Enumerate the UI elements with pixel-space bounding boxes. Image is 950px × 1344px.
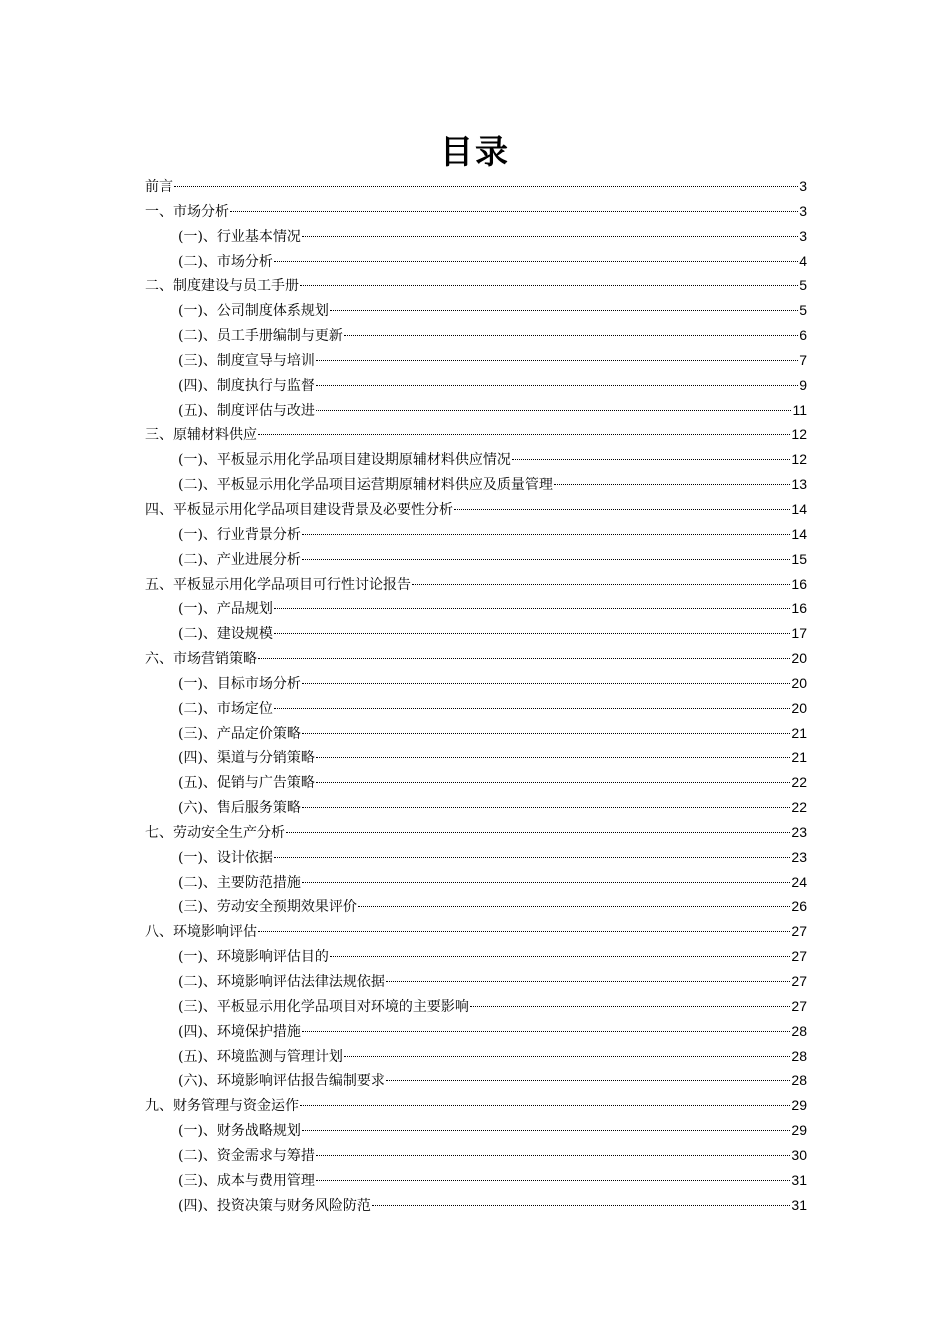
toc-entry[interactable] bbox=[145, 522, 807, 547]
toc-entry-page-number: 14 bbox=[791, 525, 807, 542]
toc-entry-label: (四)、制度执行与监督 bbox=[178, 377, 315, 394]
toc-entry-page-number: 17 bbox=[791, 625, 807, 642]
toc-entry-label: 五、平板显示用化学品项目可行性讨论报告 bbox=[145, 576, 411, 593]
toc-entry-page-number: 31 bbox=[791, 1171, 807, 1188]
toc-entry[interactable] bbox=[145, 894, 807, 919]
toc-entry-page-number: 3 bbox=[799, 202, 807, 219]
toc-entry-label: (二)、主要防范措施 bbox=[178, 874, 301, 891]
toc-entry-page-number: 27 bbox=[791, 923, 807, 940]
toc-entry-label: (二)、资金需求与筹措 bbox=[178, 1147, 315, 1164]
toc-entry[interactable] bbox=[145, 1019, 807, 1044]
dot-leader bbox=[174, 185, 798, 187]
toc-entry[interactable] bbox=[145, 770, 807, 795]
toc-entry-label: 九、财务管理与资金运作 bbox=[145, 1098, 299, 1115]
toc-entry-label: (二)、建设规模 bbox=[178, 626, 273, 643]
toc-entry[interactable] bbox=[145, 273, 807, 298]
toc-entry-page-number: 30 bbox=[791, 1146, 807, 1163]
toc-entry[interactable] bbox=[145, 547, 807, 572]
dot-leader bbox=[412, 583, 790, 585]
dot-leader bbox=[274, 260, 798, 262]
toc-entry-label: (五)、制度评估与改进 bbox=[178, 402, 315, 419]
dot-leader bbox=[386, 1079, 790, 1081]
dot-leader bbox=[316, 781, 790, 783]
dot-leader bbox=[344, 1055, 790, 1057]
toc-entry-page-number: 20 bbox=[791, 650, 807, 667]
toc-entry[interactable] bbox=[145, 646, 807, 671]
dot-leader bbox=[470, 1005, 790, 1007]
toc-entry[interactable] bbox=[145, 1168, 807, 1193]
dot-leader bbox=[274, 707, 790, 709]
toc-entry-label: 三、原辅材料供应 bbox=[145, 427, 257, 444]
toc-entry[interactable] bbox=[145, 199, 807, 224]
toc-entry-label: (二)、平板显示用化学品项目运营期原辅材料供应及质量管理 bbox=[178, 477, 553, 494]
dot-leader bbox=[302, 1129, 790, 1131]
toc-entry-label: (二)、产业进展分析 bbox=[178, 551, 301, 568]
toc-entry-label: (一)、设计依据 bbox=[178, 849, 273, 866]
toc-entry[interactable] bbox=[145, 994, 807, 1019]
dot-leader bbox=[286, 831, 790, 833]
toc-entry[interactable] bbox=[145, 696, 807, 721]
toc-entry-label: (一)、产品规划 bbox=[178, 601, 273, 618]
toc-entry-label: 六、市场营销策略 bbox=[145, 651, 257, 668]
toc-entry[interactable] bbox=[145, 348, 807, 373]
dot-leader bbox=[316, 756, 790, 758]
toc-entry[interactable] bbox=[145, 422, 807, 447]
toc-entry[interactable] bbox=[145, 845, 807, 870]
toc-entry[interactable] bbox=[145, 373, 807, 398]
toc-entry-label: (一)、行业基本情况 bbox=[178, 228, 301, 245]
toc-entry-page-number: 21 bbox=[791, 724, 807, 741]
dot-leader bbox=[302, 732, 790, 734]
toc-entry-page-number: 24 bbox=[791, 873, 807, 890]
toc-entry-page-number: 23 bbox=[791, 848, 807, 865]
toc-entry[interactable] bbox=[145, 447, 807, 472]
toc-entry-label: (二)、环境影响评估法律法规依据 bbox=[178, 974, 385, 990]
toc-entry-page-number: 28 bbox=[791, 1022, 807, 1039]
toc-entry-label: (三)、劳动安全预期效果评价 bbox=[178, 899, 357, 916]
toc-entry[interactable] bbox=[145, 969, 807, 994]
toc-entry-page-number: 27 bbox=[791, 948, 807, 965]
dot-leader bbox=[316, 359, 798, 361]
toc-entry[interactable] bbox=[145, 1068, 807, 1093]
dot-leader bbox=[316, 384, 798, 386]
toc-entry-page-number: 29 bbox=[791, 1122, 807, 1139]
toc-entry-label: 一、市场分析 bbox=[145, 203, 229, 220]
toc-entry-page-number: 26 bbox=[791, 898, 807, 915]
toc-entry-label: (一)、公司制度体系规划 bbox=[178, 303, 329, 320]
toc-entry-page-number: 12 bbox=[791, 426, 807, 443]
dot-leader bbox=[302, 1030, 790, 1032]
dot-leader bbox=[230, 210, 798, 212]
toc-entry[interactable] bbox=[145, 472, 807, 497]
toc-entry[interactable] bbox=[145, 745, 807, 770]
dot-leader bbox=[302, 558, 790, 560]
toc-entry[interactable] bbox=[145, 1143, 807, 1168]
toc-entry[interactable] bbox=[145, 323, 807, 348]
dot-leader bbox=[274, 632, 790, 634]
toc-entry-label: 前言 bbox=[145, 179, 173, 195]
toc-entry[interactable] bbox=[145, 795, 807, 820]
dot-leader bbox=[554, 483, 790, 485]
toc-entry-label: (三)、平板显示用化学品项目对环境的主要影响 bbox=[178, 998, 469, 1015]
toc-entry-page-number: 27 bbox=[791, 973, 807, 989]
dot-leader bbox=[330, 955, 790, 957]
dot-leader bbox=[302, 682, 790, 684]
toc-entry[interactable] bbox=[145, 1193, 807, 1218]
toc-entry-page-number: 3 bbox=[799, 178, 807, 194]
toc-entry-page-number: 28 bbox=[791, 1072, 807, 1089]
toc-entry-label: (一)、行业背景分析 bbox=[178, 526, 301, 543]
toc-entry-page-number: 20 bbox=[791, 699, 807, 716]
toc-entry[interactable] bbox=[145, 497, 807, 522]
toc-entry-label: 二、制度建设与员工手册 bbox=[145, 278, 299, 295]
dot-leader bbox=[300, 1104, 790, 1106]
dot-leader bbox=[316, 1154, 790, 1156]
toc-entry[interactable] bbox=[145, 298, 807, 323]
dot-leader bbox=[258, 930, 790, 932]
toc-entry-page-number: 12 bbox=[791, 451, 807, 468]
toc-entry[interactable] bbox=[145, 249, 807, 274]
toc-entry-label: (三)、制度宣导与培训 bbox=[178, 352, 315, 369]
toc-entry[interactable] bbox=[145, 398, 807, 423]
dot-leader bbox=[316, 1179, 790, 1181]
toc-entry-page-number: 5 bbox=[799, 277, 807, 294]
toc-entry-label: (四)、环境保护措施 bbox=[178, 1023, 301, 1040]
toc-entry-page-number: 5 bbox=[799, 302, 807, 319]
toc-entry[interactable] bbox=[145, 1093, 807, 1118]
toc-entry-page-number: 21 bbox=[791, 749, 807, 766]
toc-entry-label: (二)、市场定位 bbox=[178, 700, 273, 717]
toc-entry-label: (一)、平板显示用化学品项目建设期原辅材料供应情况 bbox=[178, 452, 511, 469]
toc-entry-label: (三)、成本与费用管理 bbox=[178, 1172, 315, 1189]
toc-entry-label: (五)、环境监测与管理计划 bbox=[178, 1048, 343, 1065]
toc-entry-label: (二)、员工手册编制与更新 bbox=[178, 328, 343, 345]
toc-entry[interactable] bbox=[145, 870, 807, 895]
toc-entry-page-number: 15 bbox=[791, 550, 807, 567]
toc-entry[interactable] bbox=[145, 224, 807, 249]
toc-entry[interactable] bbox=[145, 1118, 807, 1143]
toc-entry[interactable] bbox=[145, 820, 807, 845]
dot-leader bbox=[302, 806, 790, 808]
toc-entry-label: (四)、投资决策与财务风险防范 bbox=[178, 1197, 371, 1214]
toc-entry-label: 四、平板显示用化学品项目建设背景及必要性分析 bbox=[145, 501, 453, 518]
dot-leader bbox=[344, 334, 798, 336]
toc-entry-page-number: 22 bbox=[791, 774, 807, 791]
toc-entry-page-number: 13 bbox=[791, 476, 807, 493]
toc-entry-label: (四)、渠道与分销策略 bbox=[178, 750, 315, 767]
toc-entry-label: (六)、售后服务策略 bbox=[178, 800, 301, 817]
dot-leader bbox=[258, 657, 790, 659]
toc-entry[interactable] bbox=[145, 572, 807, 597]
dot-leader bbox=[372, 1204, 790, 1206]
toc-entry-label: (一)、目标市场分析 bbox=[178, 675, 301, 692]
toc-entry-label: (一)、环境影响评估目的 bbox=[178, 949, 329, 966]
toc-entry-page-number: 6 bbox=[799, 327, 807, 344]
toc-entry-label: 七、劳动安全生产分析 bbox=[145, 824, 285, 841]
dot-leader bbox=[302, 881, 790, 883]
toc-entry-label: (三)、产品定价策略 bbox=[178, 725, 301, 742]
toc-entry[interactable] bbox=[145, 174, 807, 199]
dot-leader bbox=[274, 856, 790, 858]
toc-entry[interactable] bbox=[145, 919, 807, 944]
dot-leader bbox=[302, 235, 798, 237]
toc-entry[interactable] bbox=[145, 621, 807, 646]
dot-leader bbox=[358, 905, 790, 907]
toc-entry-page-number: 27 bbox=[791, 997, 807, 1014]
dot-leader bbox=[330, 309, 798, 311]
toc-entry[interactable] bbox=[145, 944, 807, 969]
toc-entry-label: (五)、促销与广告策略 bbox=[178, 775, 315, 792]
toc-entry-page-number: 22 bbox=[791, 799, 807, 816]
toc-entry[interactable] bbox=[145, 596, 807, 621]
toc-entry-page-number: 31 bbox=[791, 1196, 807, 1213]
toc-entry-page-number: 14 bbox=[791, 500, 807, 517]
toc-entry-label: (一)、财务战略规划 bbox=[178, 1123, 301, 1140]
toc-entry-page-number: 16 bbox=[791, 600, 807, 617]
toc-entry-page-number: 3 bbox=[799, 227, 807, 244]
dot-leader bbox=[454, 508, 790, 510]
toc-entry[interactable] bbox=[145, 721, 807, 746]
toc-entry-page-number: 11 bbox=[792, 401, 807, 418]
dot-leader bbox=[258, 433, 790, 435]
toc-entry-page-number: 4 bbox=[799, 252, 807, 269]
dot-leader bbox=[302, 533, 790, 535]
toc-entry-label: (六)、环境影响评估报告编制要求 bbox=[178, 1073, 385, 1090]
dot-leader bbox=[386, 980, 790, 982]
toc-title: 目录 bbox=[440, 132, 510, 171]
toc-entry-page-number: 9 bbox=[799, 376, 807, 393]
toc-entry-label: 八、环境影响评估 bbox=[145, 924, 257, 941]
dot-leader bbox=[316, 409, 792, 411]
toc-entry[interactable] bbox=[145, 671, 807, 696]
toc-entry-page-number: 20 bbox=[791, 674, 807, 691]
toc-entry[interactable] bbox=[145, 1044, 807, 1069]
dot-leader bbox=[274, 607, 790, 609]
toc-entry-page-number: 23 bbox=[791, 823, 807, 840]
dot-leader bbox=[300, 284, 798, 286]
table-of-contents bbox=[145, 174, 807, 1217]
dot-leader bbox=[512, 458, 790, 460]
toc-entry-page-number: 29 bbox=[791, 1097, 807, 1114]
toc-entry-page-number: 28 bbox=[791, 1047, 807, 1064]
toc-entry-page-number: 7 bbox=[799, 351, 807, 368]
toc-entry-page-number: 16 bbox=[791, 575, 807, 592]
toc-entry-label: (二)、市场分析 bbox=[178, 253, 273, 270]
